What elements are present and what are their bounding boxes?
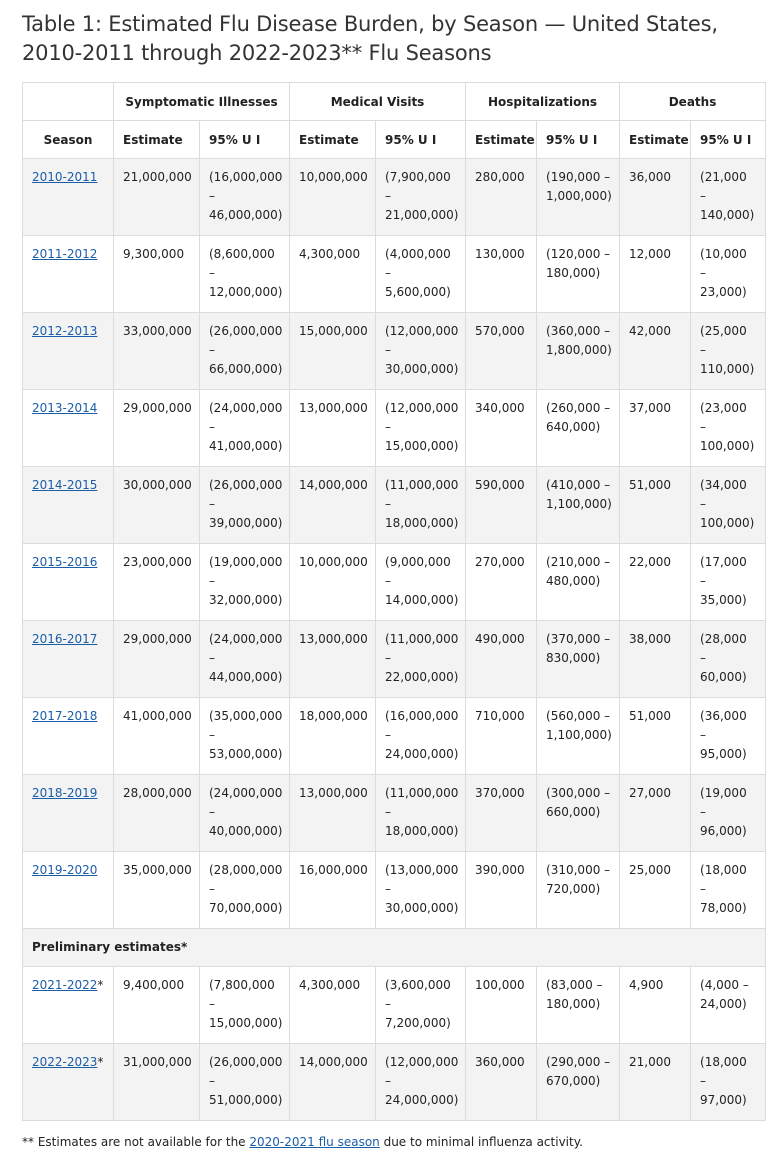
deaths-estimate: 12,000 — [620, 236, 691, 313]
ui-range-start: (310,000 – — [546, 863, 611, 877]
season-cell — [23, 390, 114, 467]
footnote-prefix: ** Estimates are not available for the — [22, 1135, 250, 1149]
ui-range-end: 660,000) — [546, 805, 601, 819]
deaths-estimate: 21,000 — [620, 1044, 691, 1121]
illness-ui — [200, 852, 290, 929]
ui-lower: (12,000,000 — [385, 1055, 459, 1069]
preliminary-marker: * — [97, 978, 104, 992]
medical-visits-estimate: 4,300,000 — [290, 967, 376, 1044]
ui-dash: – — [209, 189, 215, 203]
illness-ui — [200, 775, 290, 852]
hospitalizations-ui — [537, 390, 620, 467]
ui-lower: (35,000,000 — [209, 709, 283, 723]
season-cell — [23, 236, 114, 313]
flu-season-2020-2021-link[interactable]: 2020-2021 flu season — [249, 1135, 380, 1149]
table-row — [23, 967, 766, 1044]
season-link[interactable]: 2021-2022 — [32, 978, 98, 992]
season-cell — [23, 544, 114, 621]
ui-range-start: (210,000 – — [546, 555, 611, 569]
ui-range-end: 720,000) — [546, 882, 601, 896]
ui-lower: (16,000,000 — [385, 709, 459, 723]
medical-visits-estimate: 14,000,000 — [290, 467, 376, 544]
group-header-symptomatic: Symptomatic Illnesses — [114, 83, 290, 121]
ui-lower: (36,000 — [700, 709, 747, 723]
medical-visits-ui — [376, 236, 466, 313]
illness-ui — [200, 313, 290, 390]
ui-lower: (18,000 — [700, 1055, 747, 1069]
ui-lower: (7,800,000 — [209, 978, 275, 992]
hospitalizations-estimate: 490,000 — [466, 621, 537, 698]
ui-upper: 32,000,000) — [209, 593, 283, 607]
hospitalizations-estimate: 390,000 — [466, 852, 537, 929]
ui-upper: 44,000,000) — [209, 670, 283, 684]
ui-upper: 110,000) — [700, 362, 755, 376]
deaths-estimate: 25,000 — [620, 852, 691, 929]
ui-range-start: (190,000 – — [546, 170, 611, 184]
season-link[interactable]: 2013-2014 — [32, 401, 98, 415]
hospitalizations-ui — [537, 621, 620, 698]
ui-dash: – — [700, 343, 707, 357]
ui-upper: 78,000) — [700, 901, 747, 915]
illness-estimate: 21,000,000 — [114, 159, 200, 236]
medical-visits-ui — [376, 775, 466, 852]
deaths-ui — [691, 159, 766, 236]
deaths-ui — [691, 236, 766, 313]
illness-estimate: 9,400,000 — [114, 967, 200, 1044]
ui-upper: 22,000,000) — [385, 670, 459, 684]
medical-visits-ui — [376, 467, 466, 544]
medical-visits-estimate: 15,000,000 — [290, 313, 376, 390]
ui-lower: (28,000,000 — [209, 863, 283, 877]
ui-lower: (11,000,000 — [385, 786, 459, 800]
ui-lower: (4,000,000 — [385, 247, 451, 261]
illness-ui — [200, 1044, 290, 1121]
deaths-estimate: 22,000 — [620, 544, 691, 621]
table-row — [23, 236, 766, 313]
hospitalizations-ui — [537, 775, 620, 852]
hospitalizations-ui — [537, 852, 620, 929]
ui-upper: 23,000) — [700, 285, 747, 299]
illness-estimate: 31,000,000 — [114, 1044, 200, 1121]
preliminary-marker: * — [97, 1055, 104, 1069]
estimate-header: Estimate — [466, 121, 537, 159]
table-row — [23, 852, 766, 929]
ui-upper: 70,000,000) — [209, 901, 283, 915]
ui-dash: – — [385, 651, 392, 665]
footnote-suffix: due to minimal influenza activity. — [379, 1135, 583, 1149]
medical-visits-ui — [376, 544, 466, 621]
season-link[interactable]: 2015-2016 — [32, 555, 98, 569]
hospitalizations-ui — [537, 313, 620, 390]
table-row — [23, 621, 766, 698]
medical-visits-estimate: 13,000,000 — [290, 775, 376, 852]
illness-ui — [200, 467, 290, 544]
estimate-header: Estimate — [290, 121, 376, 159]
ui-upper: 18,000,000) — [385, 824, 459, 838]
ui-range-end: 1,800,000) — [546, 343, 612, 357]
ui-dash: – — [700, 420, 707, 434]
ui-range-end: 480,000) — [546, 574, 601, 588]
hospitalizations-estimate: 280,000 — [466, 159, 537, 236]
season-link[interactable]: 2011-2012 — [32, 247, 98, 261]
deaths-estimate: 27,000 — [620, 775, 691, 852]
ui-lower: (23,000 — [700, 401, 747, 415]
medical-visits-estimate: 16,000,000 — [290, 852, 376, 929]
ui-upper: 24,000,000) — [385, 747, 459, 761]
ui-dash: – — [209, 651, 215, 665]
hospitalizations-estimate: 590,000 — [466, 467, 537, 544]
ui-upper: 30,000,000) — [385, 901, 459, 915]
ui-dash: – — [209, 805, 215, 819]
ui-range-start: (370,000 – — [546, 632, 611, 646]
ui-dash: – — [209, 420, 215, 434]
ui-header: 95% U I — [691, 121, 766, 159]
ui-upper: 66,000,000) — [209, 362, 283, 376]
ui-lower: (17,000 — [700, 555, 747, 569]
hospitalizations-ui — [537, 967, 620, 1044]
deaths-estimate: 51,000 — [620, 698, 691, 775]
illness-estimate: 9,300,000 — [114, 236, 200, 313]
ui-range-end: 640,000) — [546, 420, 601, 434]
ui-range-start: (4,000 – — [700, 978, 749, 992]
ui-dash: – — [385, 882, 392, 896]
season-cell — [23, 159, 114, 236]
ui-upper: 12,000,000) — [209, 285, 283, 299]
group-header-deaths: Deaths — [620, 83, 766, 121]
page-title: Table 1: Estimated Flu Disease Burden, by Season — United States, 2010-2011 through 2022-2023** Flu Seasons — [22, 12, 718, 65]
ui-dash: – — [700, 266, 707, 280]
season-header: Season — [23, 121, 114, 159]
ui-range-start: (83,000 – — [546, 978, 603, 992]
ui-range-end: 24,000) — [700, 997, 747, 1011]
illness-ui — [200, 159, 290, 236]
sub-header-row — [23, 121, 766, 159]
ui-dash: – — [700, 728, 707, 742]
ui-range-end: 830,000) — [546, 651, 601, 665]
ui-range-start: (300,000 – — [546, 786, 611, 800]
ui-lower: (24,000,000 — [209, 632, 283, 646]
ui-upper: 21,000,000) — [385, 208, 459, 222]
hospitalizations-ui — [537, 159, 620, 236]
ui-lower: (7,900,000 — [385, 170, 451, 184]
ui-dash: – — [700, 189, 707, 203]
season-cell — [23, 698, 114, 775]
medical-visits-ui — [376, 390, 466, 467]
hospitalizations-ui — [537, 467, 620, 544]
hospitalizations-estimate: 370,000 — [466, 775, 537, 852]
deaths-ui — [691, 775, 766, 852]
medical-visits-estimate: 10,000,000 — [290, 544, 376, 621]
ui-dash: – — [385, 1074, 392, 1088]
ui-lower: (24,000,000 — [209, 786, 283, 800]
ui-dash: – — [209, 266, 215, 280]
medical-visits-ui — [376, 621, 466, 698]
table-row — [23, 467, 766, 544]
ui-upper: 40,000,000) — [209, 824, 283, 838]
ui-lower: (26,000,000 — [209, 1055, 283, 1069]
ui-dash: – — [385, 997, 392, 1011]
hospitalizations-estimate: 130,000 — [466, 236, 537, 313]
hospitalizations-estimate: 270,000 — [466, 544, 537, 621]
medical-visits-ui — [376, 852, 466, 929]
season-cell — [23, 852, 114, 929]
ui-dash: – — [209, 343, 215, 357]
hospitalizations-estimate: 360,000 — [466, 1044, 537, 1121]
ui-range-end: 1,100,000) — [546, 728, 612, 742]
ui-upper: 53,000,000) — [209, 747, 283, 761]
table-row — [23, 159, 766, 236]
ui-upper: 41,000,000) — [209, 439, 283, 453]
ui-upper: 15,000,000) — [209, 1016, 283, 1030]
ui-upper: 35,000) — [700, 593, 747, 607]
deaths-ui — [691, 313, 766, 390]
ui-dash: – — [209, 574, 215, 588]
illness-ui — [200, 967, 290, 1044]
hospitalizations-estimate: 100,000 — [466, 967, 537, 1044]
medical-visits-ui — [376, 313, 466, 390]
ui-dash: – — [700, 882, 707, 896]
ui-dash: – — [209, 728, 215, 742]
deaths-estimate: 37,000 — [620, 390, 691, 467]
ui-range-end: 180,000) — [546, 266, 601, 280]
ui-header: 95% U I — [200, 121, 290, 159]
medical-visits-ui — [376, 698, 466, 775]
hospitalizations-ui — [537, 1044, 620, 1121]
deaths-ui — [691, 390, 766, 467]
ui-lower: (16,000,000 — [209, 170, 283, 184]
ui-dash: – — [209, 1074, 215, 1088]
illness-ui — [200, 390, 290, 467]
ui-upper: 46,000,000) — [209, 208, 283, 222]
ui-lower: (19,000 — [700, 786, 747, 800]
section-label: Preliminary estimates* — [23, 929, 766, 967]
ui-range-start: (360,000 – — [546, 324, 611, 338]
season-link[interactable]: 2012-2013 — [32, 324, 98, 338]
ui-header: 95% U I — [376, 121, 466, 159]
ui-upper: 51,000,000) — [209, 1093, 283, 1107]
season-link[interactable]: 2017-2018 — [32, 709, 98, 723]
ui-lower: (12,000,000 — [385, 401, 459, 415]
ui-range-end: 1,100,000) — [546, 497, 612, 511]
season-link[interactable]: 2019-2020 — [32, 863, 98, 877]
ui-lower: (11,000,000 — [385, 478, 459, 492]
ui-dash: – — [700, 497, 707, 511]
medical-visits-estimate: 14,000,000 — [290, 1044, 376, 1121]
season-cell — [23, 1044, 114, 1121]
illness-ui — [200, 544, 290, 621]
ui-dash: – — [700, 805, 707, 819]
ui-lower: (21,000 — [700, 170, 747, 184]
ui-upper: 60,000) — [700, 670, 747, 684]
ui-upper: 39,000,000) — [209, 516, 283, 530]
illness-estimate: 23,000,000 — [114, 544, 200, 621]
season-link[interactable]: 2016-2017 — [32, 632, 98, 646]
deaths-estimate: 51,000 — [620, 467, 691, 544]
group-header-medical-visits: Medical Visits — [290, 83, 466, 121]
medical-visits-estimate: 4,300,000 — [290, 236, 376, 313]
estimate-header: Estimate — [114, 121, 200, 159]
illness-estimate: 33,000,000 — [114, 313, 200, 390]
ui-lower: (13,000,000 — [385, 863, 459, 877]
ui-range-end: 670,000) — [546, 1074, 601, 1088]
illness-estimate: 29,000,000 — [114, 390, 200, 467]
ui-lower: (24,000,000 — [209, 401, 283, 415]
ui-upper: 15,000,000) — [385, 439, 459, 453]
ui-lower: (26,000,000 — [209, 324, 283, 338]
table-row — [23, 313, 766, 390]
medical-visits-estimate: 13,000,000 — [290, 621, 376, 698]
table-body — [23, 159, 766, 1121]
ui-lower: (9,000,000 — [385, 555, 451, 569]
illness-ui — [200, 236, 290, 313]
ui-dash: – — [385, 266, 392, 280]
illness-ui — [200, 698, 290, 775]
deaths-estimate: 4,900 — [620, 967, 691, 1044]
season-link[interactable]: 2014-2015 — [32, 478, 98, 492]
ui-dash: – — [385, 497, 392, 511]
ui-range-end: 1,000,000) — [546, 189, 612, 203]
illness-estimate: 35,000,000 — [114, 852, 200, 929]
flu-burden-table — [22, 82, 766, 1121]
medical-visits-estimate: 10,000,000 — [290, 159, 376, 236]
table-row — [23, 698, 766, 775]
deaths-ui — [691, 1044, 766, 1121]
table-row — [23, 1044, 766, 1121]
footnote — [22, 1135, 764, 1149]
ui-lower: (18,000 — [700, 863, 747, 877]
deaths-ui — [691, 852, 766, 929]
ui-lower: (19,000,000 — [209, 555, 283, 569]
section-row — [23, 929, 766, 967]
ui-lower: (10,000 — [700, 247, 747, 261]
medical-visits-ui — [376, 159, 466, 236]
ui-dash: – — [209, 997, 215, 1011]
deaths-estimate: 42,000 — [620, 313, 691, 390]
deaths-estimate: 38,000 — [620, 621, 691, 698]
medical-visits-ui — [376, 1044, 466, 1121]
illness-estimate: 30,000,000 — [114, 467, 200, 544]
season-link[interactable]: 2018-2019 — [32, 786, 98, 800]
deaths-ui — [691, 544, 766, 621]
illness-estimate: 41,000,000 — [114, 698, 200, 775]
season-cell — [23, 467, 114, 544]
blank-header-cell — [23, 83, 114, 121]
ui-dash: – — [700, 574, 707, 588]
ui-lower: (11,000,000 — [385, 632, 459, 646]
ui-range-start: (560,000 – — [546, 709, 611, 723]
deaths-estimate: 36,000 — [620, 159, 691, 236]
hospitalizations-estimate: 340,000 — [466, 390, 537, 467]
season-link[interactable]: 2010-2011 — [32, 170, 98, 184]
ui-dash: – — [385, 805, 392, 819]
table-row — [23, 390, 766, 467]
hospitalizations-ui — [537, 544, 620, 621]
deaths-ui — [691, 467, 766, 544]
deaths-ui — [691, 967, 766, 1044]
ui-upper: 24,000,000) — [385, 1093, 459, 1107]
ui-upper: 97,000) — [700, 1093, 747, 1107]
medical-visits-estimate: 18,000,000 — [290, 698, 376, 775]
ui-upper: 100,000) — [700, 439, 755, 453]
hospitalizations-estimate: 710,000 — [466, 698, 537, 775]
ui-lower: (26,000,000 — [209, 478, 283, 492]
hospitalizations-estimate: 570,000 — [466, 313, 537, 390]
group-header-row — [23, 83, 766, 121]
season-cell — [23, 967, 114, 1044]
ui-dash: – — [385, 343, 392, 357]
ui-upper: 5,600,000) — [385, 285, 451, 299]
ui-upper: 7,200,000) — [385, 1016, 451, 1030]
medical-visits-estimate: 13,000,000 — [290, 390, 376, 467]
ui-range-start: (120,000 – — [546, 247, 611, 261]
ui-upper: 140,000) — [700, 208, 755, 222]
ui-lower: (25,000 — [700, 324, 747, 338]
group-header-hospitalizations: Hospitalizations — [466, 83, 620, 121]
illness-ui — [200, 621, 290, 698]
ui-lower: (28,000 — [700, 632, 747, 646]
medical-visits-ui — [376, 967, 466, 1044]
hospitalizations-ui — [537, 698, 620, 775]
ui-lower: (34,000 — [700, 478, 747, 492]
ui-dash: – — [209, 497, 215, 511]
estimate-header: Estimate — [620, 121, 691, 159]
ui-dash: – — [700, 1074, 707, 1088]
ui-upper: 96,000) — [700, 824, 747, 838]
season-cell — [23, 621, 114, 698]
deaths-ui — [691, 698, 766, 775]
ui-dash: – — [385, 728, 392, 742]
table-row — [23, 544, 766, 621]
illness-estimate: 28,000,000 — [114, 775, 200, 852]
season-cell — [23, 775, 114, 852]
ui-lower: (8,600,000 — [209, 247, 275, 261]
ui-dash: – — [385, 574, 392, 588]
illness-estimate: 29,000,000 — [114, 621, 200, 698]
ui-range-start: (260,000 – — [546, 401, 611, 415]
table-row — [23, 775, 766, 852]
ui-upper: 18,000,000) — [385, 516, 459, 530]
season-link[interactable]: 2022-2023 — [32, 1055, 98, 1069]
season-cell — [23, 313, 114, 390]
hospitalizations-ui — [537, 236, 620, 313]
ui-dash: – — [385, 189, 392, 203]
ui-range-start: (410,000 – — [546, 478, 611, 492]
ui-dash: – — [209, 882, 215, 896]
ui-range-start: (290,000 – — [546, 1055, 611, 1069]
ui-lower: (12,000,000 — [385, 324, 459, 338]
ui-upper: 100,000) — [700, 516, 755, 530]
ui-dash: – — [385, 420, 392, 434]
ui-upper: 30,000,000) — [385, 362, 459, 376]
ui-lower: (3,600,000 — [385, 978, 451, 992]
ui-range-end: 180,000) — [546, 997, 601, 1011]
ui-dash: – — [700, 651, 707, 665]
deaths-ui — [691, 621, 766, 698]
ui-header: 95% U I — [537, 121, 620, 159]
ui-upper: 95,000) — [700, 747, 747, 761]
ui-upper: 14,000,000) — [385, 593, 459, 607]
